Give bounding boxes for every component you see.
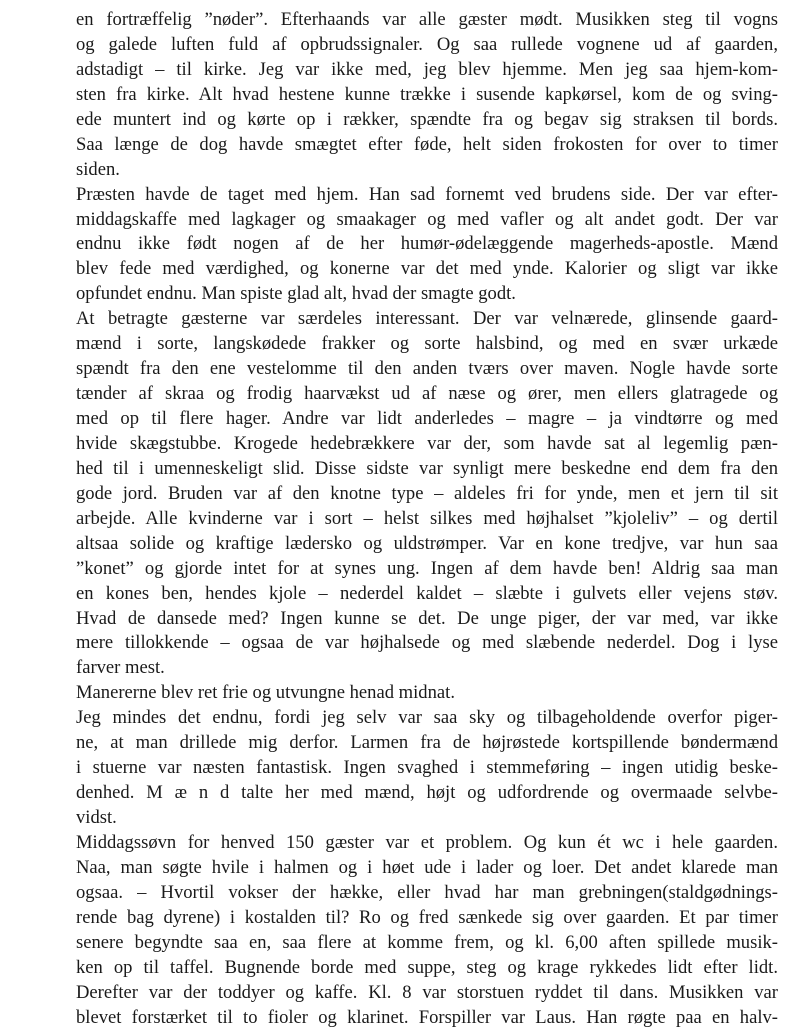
- text-line: farver mest.: [76, 657, 165, 679]
- text-line: sten fra kirke. Alt hvad hestene kunne trække i susende kapkørsel, kom de og sving-: [76, 83, 778, 105]
- text-line: ogsaa. – Hvortil vokser der hække, eller hvad har man grebningen(staldgødnings-: [76, 881, 778, 903]
- text-line: mere tillokkende – ogsaa de var højhalsede og med slæbende nederdel. Dog i lyse: [76, 632, 778, 654]
- text-line: spændt fra den ene vestelomme til den anden tværs over maven. Nogle havde sorte: [76, 358, 778, 380]
- text-line: Naa, man søgte hvile i halmen og i høet ude i lader og loer. Det andet klarede man: [76, 856, 778, 878]
- text-line: altsaa solide og kraftige lædersko og uldstrømper. Var en kone tredjve, var hun saa: [76, 532, 778, 554]
- text-line: senere begyndte saa en, saa flere at komme frem, og kl. 6,00 aften spillede musik-: [76, 931, 778, 953]
- text-line: Præsten havde de taget med hjem. Han sad fornemt ved brudens side. Der var efter-: [76, 183, 778, 205]
- text-line: At betragte gæsterne var særdeles interessant. Der var velnærede, glinsende gaard-: [76, 308, 778, 330]
- text-line: Middagssøvn for henved 150 gæster var et problem. Og kun ét wc i hele gaarden.: [76, 831, 778, 853]
- text-line: gode jord. Bruden var af den knotne type – aldeles fri for ynde, men et jern til sit: [76, 482, 778, 504]
- text-line: Derefter var der toddyer og kaffe. Kl. 8 var storstuen ryddet til dans. Musikken var: [76, 981, 778, 1003]
- text-line: Saa længe de dog havde smægtet efter føde, helt siden frokosten for over to timer: [76, 133, 778, 155]
- text-line: endnu ikke født nogen af de her humør-ødelæggende magerheds-apostle. Mænd: [76, 233, 778, 255]
- text-line: middagskaffe med lagkager og smaakager og med vafler og alt andet godt. Der var: [76, 208, 778, 230]
- text-line: arbejde. Alle kvinderne var i sort – helst silkes med højhalset ”kjoleliv” – og dertil: [76, 507, 778, 529]
- text-line: rende bag dyrene) i kostalden til? Ro og fred sænkede sig over gaarden. Et par timer: [76, 906, 778, 928]
- text-line: blev fede med værdighed, og konerne var det med ynde. Kalorier og sligt var ikke: [76, 258, 778, 280]
- text-line: mænd i sorte, langskødede frakker og sorte halsbind, og med en svær urkæde: [76, 333, 778, 355]
- text-line: vidst.: [76, 807, 117, 828]
- text-line: med op til flere hager. Andre var lidt anderledes – magre – ja vindtørre og med: [76, 408, 778, 429]
- text-line: ken op til taffel. Bugnende borde med suppe, steg og krage rykkedes lidt efter lidt.: [76, 956, 778, 978]
- text-line: en fortræffelig ”nøder”. Efterhaands var alle gæster mødt. Musikken steg til vogns: [76, 9, 778, 30]
- text-line: i stuerne var næsten fantastisk. Ingen svaghed i stemmeføring – ingen utidig beske-: [76, 757, 778, 779]
- text-line: adstadigt – til kirke. Jeg var ikke med, jeg blev hjemme. Men jeg saa hjem-kom-: [76, 58, 778, 80]
- text-line: ne, at man drillede mig derfor. Larmen fra de højrøstede kortspillende bøndermænd: [76, 732, 778, 754]
- text-line: tænder af skraa og frodig haarvækst ud af næse og ører, men ellers glatragede og: [76, 383, 778, 405]
- text-line: Hvad de dansede med? Ingen kunne se det. De unge piger, der var med, var ikke: [76, 607, 778, 629]
- text-line: og galede luften fuld af opbrudssignaler. Og saa rullede vognene ud af gaarden,: [76, 33, 778, 55]
- text-line: Manererne blev ret frie og utvungne henad midnat.: [76, 682, 455, 704]
- text-line: opfundet endnu. Man spiste glad alt, hvad der smagte godt.: [76, 283, 516, 305]
- text-line: hed til i umenneskeligt slid. Disse sidste var synligt mere beskedne end dem fra den: [76, 457, 778, 479]
- text-line: blevet forstærket til to fioler og klarinet. Forspiller var Laus. Han røgte paa en halv-: [76, 1006, 778, 1028]
- text-line: ”konet” og gjorde intet for at synes ung. Ingen af dem havde ben! Aldrig saa man: [76, 557, 778, 579]
- text-line: Jeg mindes det endnu, fordi jeg selv var saa sky og tilbageholdende overfor piger-: [76, 707, 778, 729]
- text-line: denhed. M æ n d talte her med mænd, højt og udfordrende og overmaade selvbe-: [76, 782, 778, 804]
- text-line: siden.: [76, 158, 120, 180]
- text-line: hvide skægstubbe. Krogede hedebrækkere var der, som havde sat al legemlig pæn-: [76, 432, 778, 454]
- text-line: ede muntert ind og kørte op i rækker, spændte fra og begav sig straksen til bords.: [76, 108, 778, 130]
- document-page: [0, 8, 800, 1035]
- text-line: en kones ben, hendes kjole – nederdel kaldet – slæbte i gulvets eller vejens støv.: [76, 582, 778, 604]
